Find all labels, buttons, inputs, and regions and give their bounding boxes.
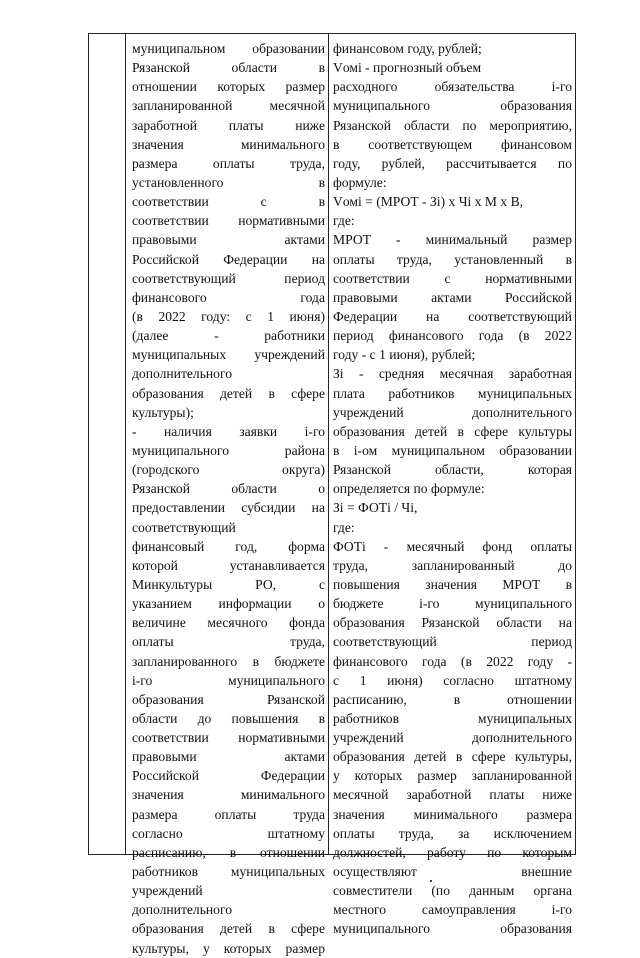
text-line: образования Рязанской области на xyxy=(333,615,572,631)
text-line: размера оплаты труда, xyxy=(132,155,325,171)
text-line: месячной заработной платы ниже xyxy=(333,787,572,803)
text-line: в i-ом муниципальном образовании xyxy=(333,442,572,458)
text-line: учреждений дополнительного xyxy=(333,730,572,746)
text-line: определяется по формуле: xyxy=(333,481,485,497)
text-line: Рязанской области о xyxy=(132,481,325,497)
text-line: МРОТ - минимальный размер xyxy=(333,232,572,248)
column-divider xyxy=(328,34,329,854)
text-line: значения минимального xyxy=(132,787,325,803)
text-line: запланированного в бюджете xyxy=(132,653,325,669)
text-line: Российской Федерации xyxy=(132,768,325,784)
text-line: финансового года xyxy=(132,289,325,305)
text-line: расписанию, в отношении xyxy=(132,844,325,860)
text-line: размера оплаты труда xyxy=(132,806,325,822)
text-line: (далее - работники xyxy=(132,328,325,344)
text-line: Зi = ФОТi / Чi, xyxy=(333,500,418,516)
text-line: финансовом году, рублей; xyxy=(333,41,482,56)
text-line: учреждений xyxy=(132,883,203,899)
text-line: (городского округа) xyxy=(132,462,325,478)
text-line: муниципального района xyxy=(132,442,325,458)
text-line: оплаты труда, за исключением xyxy=(333,825,572,841)
scan-speck xyxy=(430,880,432,882)
text-line: заработной платы ниже xyxy=(132,117,325,133)
text-line: Рязанской области в xyxy=(132,60,325,76)
text-line: значения минимального xyxy=(132,136,325,152)
text-line: (в 2022 году: с 1 июня) xyxy=(132,308,325,324)
text-line: где: xyxy=(333,213,355,229)
text-line: финансовый год, форма xyxy=(132,538,325,554)
text-line: труда, запланированный до xyxy=(333,557,572,573)
text-line: дополнительного xyxy=(132,366,233,382)
text-line: году, рублей, рассчитывается по xyxy=(333,155,572,171)
text-line: значения минимального размера xyxy=(333,806,572,822)
text-line: Рязанской области, которая xyxy=(333,462,572,478)
text-line: у которых размер запланированной xyxy=(333,768,572,784)
text-line: формуле: xyxy=(333,174,387,190)
right-text-column xyxy=(333,39,572,937)
text-line: муниципальных учреждений xyxy=(132,347,325,363)
text-line: правовыми актами Российской xyxy=(333,289,572,305)
text-line: культуры); xyxy=(132,404,194,420)
text-line: повышения значения МРОТ в xyxy=(333,576,572,592)
text-line: образования детей в сфере xyxy=(132,921,325,937)
text-line: указанием информации о xyxy=(132,596,325,612)
text-line: Российской Федерации на xyxy=(132,251,325,267)
text-line: работников муниципальных xyxy=(333,710,572,726)
left-text-column xyxy=(132,39,325,956)
text-line: i-го муниципального xyxy=(132,672,325,688)
text-line: образования Рязанской xyxy=(132,691,325,707)
text-line: согласно штатному xyxy=(132,825,325,841)
column-divider xyxy=(125,34,126,854)
text-line: соответствии с нормативными xyxy=(333,270,572,286)
text-line: период финансового года (в 2022 xyxy=(333,328,572,344)
text-line: соответствии нормативными xyxy=(132,730,325,746)
text-line: муниципального образования xyxy=(333,921,572,937)
text-line: году - с 1 июня), рублей; xyxy=(333,347,476,363)
text-line: с 1 июня) согласно штатному xyxy=(333,672,572,688)
text-line: бюджете i-го муниципального xyxy=(333,596,572,612)
text-line: отношении которых размер xyxy=(132,79,325,95)
text-line: учреждений дополнительного xyxy=(333,404,572,420)
text-line: Зi - средняя месячная заработная xyxy=(333,366,572,382)
text-line: должностей, работу по которым xyxy=(333,844,572,860)
text-line: осуществляют внешние xyxy=(333,864,572,880)
text-line: финансового года (в 2022 году - xyxy=(333,653,572,669)
text-line: муниципального образования xyxy=(333,98,572,114)
text-line: величине месячного фонда xyxy=(132,615,325,631)
text-line: правовыми актами xyxy=(132,749,325,765)
text-line: Vомi - прогнозный объем xyxy=(333,60,482,76)
text-line: в соответствующем финансовом xyxy=(333,136,572,152)
text-line: предоставлении субсидии на xyxy=(132,500,325,516)
text-line: Минкультуры РО, с xyxy=(132,576,325,592)
text-line: где: xyxy=(333,519,355,535)
text-line: соответствующий xyxy=(132,519,236,535)
text-line: работников муниципальных xyxy=(132,864,325,880)
text-line: оплаты труда, установленный в xyxy=(333,251,572,267)
text-line: установленного в xyxy=(132,174,325,190)
document-table xyxy=(88,33,576,956)
text-line: Vомi = (МРОТ - Зi) x Чi x М x В, xyxy=(333,194,524,210)
text-line: образования детей в сфере xyxy=(132,385,325,401)
text-line: образования детей в сфере культуры, xyxy=(333,749,572,765)
text-line: образования детей в сфере культуры xyxy=(333,423,572,439)
text-line: области до повышения в xyxy=(132,710,325,726)
text-line: Рязанской области по мероприятию, xyxy=(333,117,572,133)
text-line: Федерации на соответствующий xyxy=(333,308,572,324)
text-line: оплаты труда, xyxy=(132,634,325,650)
text-line: запланированной месячной xyxy=(132,98,325,114)
text-line: совместители (по данным органа xyxy=(333,883,572,899)
text-line: культуры, у которых размер xyxy=(132,940,325,956)
text-line: - наличия заявки i-го xyxy=(132,423,325,439)
text-line: правовыми актами xyxy=(132,232,325,248)
text-line: которой устанавливается xyxy=(132,557,325,573)
text-line: соответствующий период xyxy=(132,270,325,286)
text-line: дополнительного xyxy=(132,902,233,918)
text-line: плата работников муниципальных xyxy=(333,385,572,401)
text-line: ФОТi - месячный фонд оплаты xyxy=(333,538,572,554)
text-line: соответствии с в xyxy=(132,194,325,210)
text-line: соответствии нормативными xyxy=(132,213,325,229)
text-line: муниципальном образовании xyxy=(132,41,325,56)
text-line: расписанию, в отношении xyxy=(333,691,572,707)
text-line: местного самоуправления i-го xyxy=(333,902,572,918)
text-line: расходного обязательства i-го xyxy=(333,79,572,95)
text-line: соответствующий период xyxy=(333,634,572,650)
